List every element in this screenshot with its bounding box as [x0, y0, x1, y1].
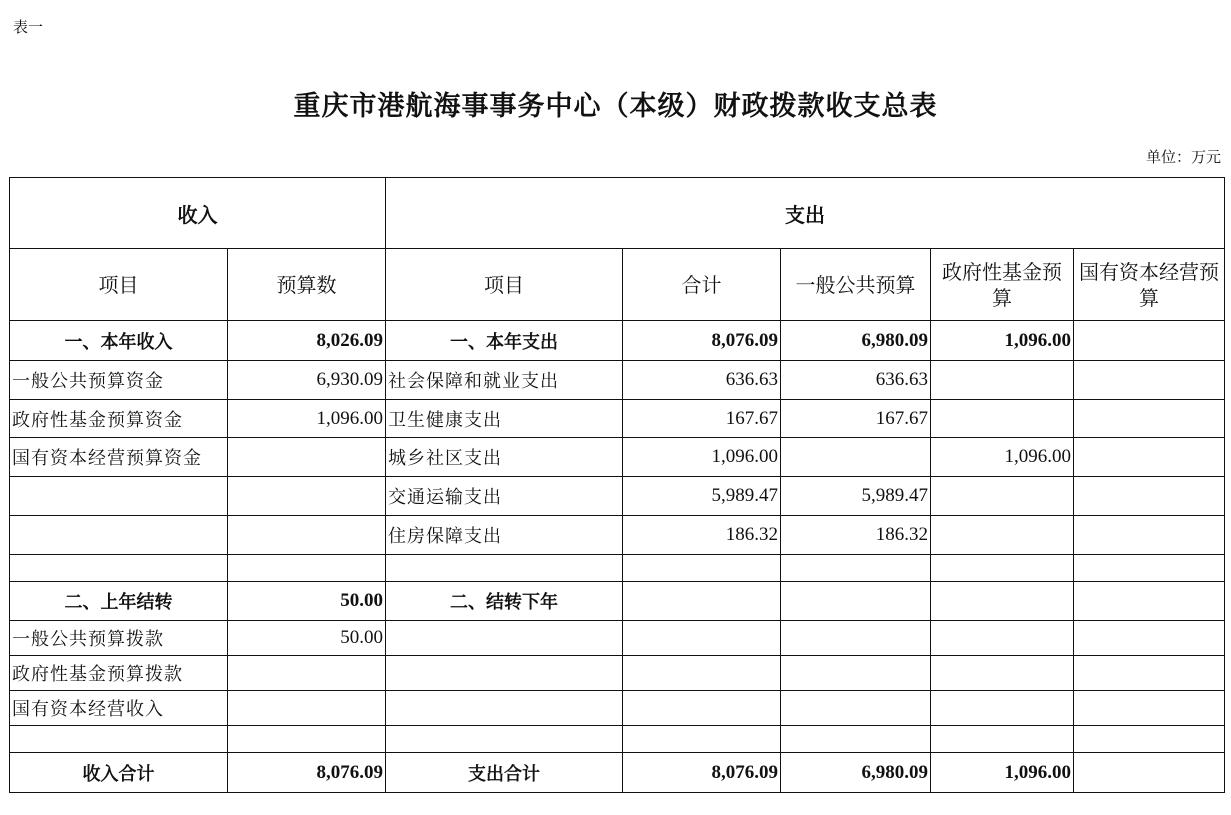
income-item-cell [10, 555, 228, 582]
income-item-cell [10, 516, 228, 555]
income-value-cell: 8,076.09 [228, 753, 386, 793]
general-budget-cell [781, 691, 931, 726]
gov-fund-cell [931, 656, 1074, 691]
table-row [10, 438, 1225, 477]
expense-total-cell: 1,096.00 [623, 438, 781, 477]
gov-fund-cell [931, 477, 1074, 516]
gov-fund-cell [931, 621, 1074, 656]
expense-item-cell [386, 691, 623, 726]
page-title: 重庆市港航海事事务中心（本级）财政拨款收支总表 [293, 91, 938, 122]
general-budget-cell [781, 726, 931, 753]
col-header-state-capital: 国有资本经营预算 [1074, 249, 1225, 321]
expense-item-cell [386, 656, 623, 691]
income-item-cell: 一、本年收入 [10, 321, 228, 361]
income-item-cell: 政府性基金预算资金 [10, 400, 228, 438]
state-capital-cell [1074, 656, 1225, 691]
expense-item-cell: 住房保障支出 [386, 516, 623, 555]
income-value-cell [228, 691, 386, 726]
gov-fund-cell [931, 726, 1074, 753]
expense-header: 支出 [386, 178, 1225, 249]
gov-fund-cell [931, 555, 1074, 582]
state-capital-cell [1074, 321, 1225, 361]
expense-total-cell: 5,989.47 [623, 477, 781, 516]
income-value-cell [228, 656, 386, 691]
gov-fund-cell [931, 691, 1074, 726]
expense-total-cell: 186.32 [623, 516, 781, 555]
table-tag: 表一 [13, 18, 44, 36]
state-capital-cell [1074, 361, 1225, 400]
income-value-cell [228, 477, 386, 516]
income-item-cell: 国有资本经营收入 [10, 691, 228, 726]
expense-total-cell [623, 582, 781, 621]
col-header-expense-item: 项目 [386, 249, 623, 321]
expense-item-cell [386, 555, 623, 582]
expense-item-cell: 一、本年支出 [386, 321, 623, 361]
table-row [10, 361, 1225, 400]
gov-fund-cell: 1,096.00 [931, 438, 1074, 477]
income-item-cell: 二、上年结转 [10, 582, 228, 621]
general-budget-cell [781, 582, 931, 621]
unit-label: 单位：万元 [1145, 148, 1221, 166]
income-value-cell [228, 516, 386, 555]
state-capital-cell [1074, 582, 1225, 621]
expense-total-cell [623, 656, 781, 691]
income-item-cell [10, 477, 228, 516]
general-budget-cell: 636.63 [781, 361, 931, 400]
expense-total-cell: 636.63 [623, 361, 781, 400]
general-budget-cell [781, 656, 931, 691]
expense-item-cell: 支出合计 [386, 753, 623, 793]
expense-total-cell: 8,076.09 [623, 321, 781, 361]
gov-fund-cell [931, 516, 1074, 555]
table-row [10, 400, 1225, 438]
gov-fund-cell: 1,096.00 [931, 753, 1074, 793]
table-row [10, 621, 1225, 656]
general-budget-cell [781, 621, 931, 656]
income-item-cell: 一般公共预算资金 [10, 361, 228, 400]
general-budget-cell [781, 555, 931, 582]
expense-item-cell: 社会保障和就业支出 [386, 361, 623, 400]
gov-fund-cell: 1,096.00 [931, 321, 1074, 361]
income-value-cell: 50.00 [228, 582, 386, 621]
expense-item-cell: 二、结转下年 [386, 582, 623, 621]
gov-fund-cell [931, 361, 1074, 400]
income-item-cell: 一般公共预算拨款 [10, 621, 228, 656]
table-row [10, 691, 1225, 726]
expense-total-cell [623, 726, 781, 753]
table-row [10, 321, 1225, 361]
state-capital-cell [1074, 555, 1225, 582]
table-row [10, 516, 1225, 555]
state-capital-cell [1074, 726, 1225, 753]
income-value-cell: 8,026.09 [228, 321, 386, 361]
general-budget-cell: 167.67 [781, 400, 931, 438]
expense-total-cell [623, 691, 781, 726]
state-capital-cell [1074, 516, 1225, 555]
state-capital-cell [1074, 400, 1225, 438]
income-item-cell: 收入合计 [10, 753, 228, 793]
col-header-budget: 预算数 [228, 249, 386, 321]
finance-summary-table [9, 177, 1225, 793]
gov-fund-cell [931, 582, 1074, 621]
general-budget-cell: 5,989.47 [781, 477, 931, 516]
income-value-cell: 6,930.09 [228, 361, 386, 400]
col-header-income-item: 项目 [10, 249, 228, 321]
income-header: 收入 [10, 178, 386, 249]
income-value-cell [228, 438, 386, 477]
state-capital-cell [1074, 477, 1225, 516]
table-row [10, 555, 1225, 582]
col-header-total: 合计 [623, 249, 781, 321]
income-value-cell [228, 555, 386, 582]
general-budget-cell: 6,980.09 [781, 753, 931, 793]
expense-total-cell [623, 621, 781, 656]
table-row [10, 582, 1225, 621]
income-item-cell: 国有资本经营预算资金 [10, 438, 228, 477]
expense-item-cell [386, 621, 623, 656]
expense-total-cell: 167.67 [623, 400, 781, 438]
expense-item-cell [386, 726, 623, 753]
table-body [10, 321, 1225, 793]
gov-fund-cell [931, 400, 1074, 438]
income-value-cell: 1,096.00 [228, 400, 386, 438]
state-capital-cell [1074, 691, 1225, 726]
state-capital-cell [1074, 438, 1225, 477]
table-row [10, 753, 1225, 793]
income-value-cell: 50.00 [228, 621, 386, 656]
expense-item-cell: 城乡社区支出 [386, 438, 623, 477]
expense-item-cell: 卫生健康支出 [386, 400, 623, 438]
general-budget-cell [781, 438, 931, 477]
expense-total-cell [623, 555, 781, 582]
col-header-gov-fund: 政府性基金预算 [931, 249, 1074, 321]
col-header-general-budget: 一般公共预算 [781, 249, 931, 321]
expense-item-cell: 交通运输支出 [386, 477, 623, 516]
general-budget-cell: 186.32 [781, 516, 931, 555]
state-capital-cell [1074, 621, 1225, 656]
expense-total-cell: 8,076.09 [623, 753, 781, 793]
income-item-cell [10, 726, 228, 753]
income-item-cell: 政府性基金预算拨款 [10, 656, 228, 691]
general-budget-cell: 6,980.09 [781, 321, 931, 361]
income-value-cell [228, 726, 386, 753]
state-capital-cell [1074, 753, 1225, 793]
table-row [10, 477, 1225, 516]
table-row [10, 656, 1225, 691]
table-row [10, 726, 1225, 753]
